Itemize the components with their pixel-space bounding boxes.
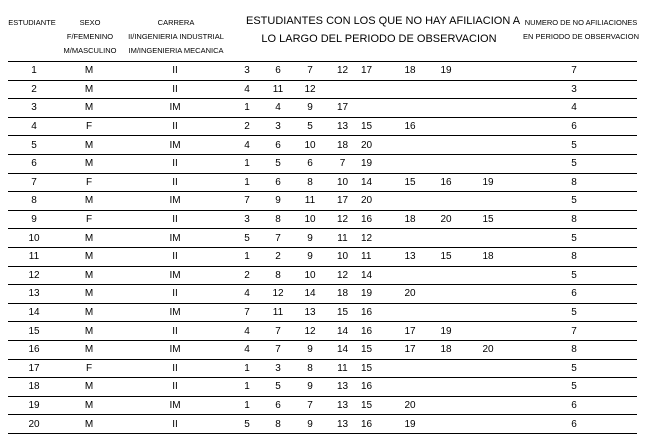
header-observation bbox=[246, 12, 521, 48]
cell-observation bbox=[465, 378, 511, 397]
cell-observation: 19 bbox=[427, 62, 465, 81]
cell-carrera: IM bbox=[118, 266, 232, 285]
cell-observation: 1 bbox=[232, 154, 262, 173]
cell-observation bbox=[465, 266, 511, 285]
cell-observation: 7 bbox=[294, 396, 326, 415]
cell-carrera: IM bbox=[118, 229, 232, 248]
cell-observation: 1 bbox=[232, 247, 262, 266]
cell-carrera: IM bbox=[118, 340, 232, 359]
cell-observation: 15 bbox=[359, 340, 393, 359]
cell-observation: 8 bbox=[262, 415, 294, 434]
cell-count: 5 bbox=[511, 359, 637, 378]
cell-estudiante: 13 bbox=[8, 285, 60, 304]
cell-carrera: II bbox=[118, 322, 232, 341]
cell-count: 5 bbox=[511, 229, 637, 248]
cell-observation: 10 bbox=[294, 136, 326, 155]
cell-observation bbox=[427, 378, 465, 397]
cell-carrera: IM bbox=[118, 136, 232, 155]
cell-sexo: M bbox=[60, 154, 118, 173]
cell-observation: 20 bbox=[359, 192, 393, 211]
cell-observation bbox=[427, 229, 465, 248]
cell-observation: 15 bbox=[326, 303, 359, 322]
cell-observation bbox=[465, 99, 511, 118]
cell-observation bbox=[465, 359, 511, 378]
cell-observation: 15 bbox=[465, 210, 511, 229]
cell-sexo: F bbox=[60, 173, 118, 192]
cell-observation: 1 bbox=[232, 99, 262, 118]
cell-observation: 17 bbox=[359, 62, 393, 81]
cell-observation bbox=[465, 322, 511, 341]
cell-observation bbox=[427, 266, 465, 285]
cell-count: 5 bbox=[511, 378, 637, 397]
cell-observation bbox=[465, 154, 511, 173]
header-observation-line-2: LO LARGO DEL PERIODO DE OBSERVACION bbox=[261, 33, 497, 45]
cell-observation: 8 bbox=[294, 173, 326, 192]
cell-observation: 11 bbox=[294, 192, 326, 211]
cell-observation: 14 bbox=[326, 322, 359, 341]
cell-sexo: M bbox=[60, 136, 118, 155]
cell-observation: 20 bbox=[465, 340, 511, 359]
header-carrera-line-1: CARRERA bbox=[157, 18, 195, 27]
cell-count: 7 bbox=[511, 62, 637, 81]
cell-observation: 1 bbox=[232, 173, 262, 192]
cell-observation: 16 bbox=[359, 210, 393, 229]
cell-observation bbox=[427, 359, 465, 378]
cell-observation bbox=[393, 80, 427, 99]
cell-observation: 17 bbox=[393, 340, 427, 359]
cell-sexo: M bbox=[60, 378, 118, 397]
cell-observation bbox=[465, 303, 511, 322]
cell-observation: 12 bbox=[326, 210, 359, 229]
cell-carrera: II bbox=[118, 415, 232, 434]
cell-observation: 9 bbox=[294, 340, 326, 359]
cell-estudiante: 3 bbox=[8, 99, 60, 118]
cell-carrera: II bbox=[118, 285, 232, 304]
cell-sexo: M bbox=[60, 62, 118, 81]
cell-observation: 15 bbox=[427, 247, 465, 266]
table-row bbox=[8, 99, 637, 118]
cell-observation bbox=[393, 136, 427, 155]
table-row bbox=[8, 396, 637, 415]
cell-count: 5 bbox=[511, 154, 637, 173]
cell-count: 7 bbox=[511, 322, 637, 341]
cell-observation: 12 bbox=[359, 229, 393, 248]
cell-count: 5 bbox=[511, 192, 637, 211]
cell-estudiante: 5 bbox=[8, 136, 60, 155]
cell-observation: 15 bbox=[393, 173, 427, 192]
cell-observation: 5 bbox=[262, 378, 294, 397]
cell-observation: 16 bbox=[359, 378, 393, 397]
cell-observation: 5 bbox=[262, 154, 294, 173]
cell-sexo: F bbox=[60, 117, 118, 136]
cell-observation: 9 bbox=[294, 229, 326, 248]
cell-observation: 8 bbox=[262, 210, 294, 229]
cell-observation: 13 bbox=[326, 378, 359, 397]
cell-observation: 18 bbox=[326, 285, 359, 304]
cell-observation: 14 bbox=[359, 266, 393, 285]
cell-carrera: II bbox=[118, 210, 232, 229]
cell-observation: 16 bbox=[359, 415, 393, 434]
cell-estudiante: 20 bbox=[8, 415, 60, 434]
header-count-line-1: NUMERO DE NO AFILIACIONES bbox=[524, 18, 638, 27]
table-row bbox=[8, 154, 637, 173]
cell-observation: 19 bbox=[359, 285, 393, 304]
cell-observation bbox=[427, 396, 465, 415]
cell-observation: 11 bbox=[326, 229, 359, 248]
cell-observation: 12 bbox=[326, 62, 359, 81]
table-row bbox=[8, 415, 637, 434]
table-row bbox=[8, 303, 637, 322]
cell-observation bbox=[393, 154, 427, 173]
header-sexo-line-1: SEXO bbox=[79, 18, 101, 27]
table-row bbox=[8, 340, 637, 359]
cell-observation: 4 bbox=[232, 285, 262, 304]
data-table bbox=[8, 61, 637, 434]
cell-observation: 6 bbox=[262, 136, 294, 155]
cell-observation: 7 bbox=[262, 322, 294, 341]
cell-observation: 16 bbox=[393, 117, 427, 136]
cell-observation: 12 bbox=[326, 266, 359, 285]
cell-observation: 16 bbox=[427, 173, 465, 192]
cell-observation: 12 bbox=[294, 80, 326, 99]
cell-observation bbox=[393, 266, 427, 285]
cell-observation: 19 bbox=[359, 154, 393, 173]
cell-observation: 3 bbox=[262, 117, 294, 136]
cell-carrera: II bbox=[118, 247, 232, 266]
cell-observation: 9 bbox=[294, 415, 326, 434]
cell-observation: 1 bbox=[232, 378, 262, 397]
header-carrera-line-3: IM/INGENIERIA MECANICA bbox=[128, 46, 224, 55]
cell-observation: 4 bbox=[232, 322, 262, 341]
cell-observation: 16 bbox=[359, 303, 393, 322]
cell-sexo: M bbox=[60, 303, 118, 322]
header-observation-line-1: ESTUDIANTES CON LOS QUE NO HAY AFILIACION A bbox=[246, 15, 521, 27]
cell-observation: 19 bbox=[427, 322, 465, 341]
cell-observation bbox=[465, 229, 511, 248]
cell-observation: 19 bbox=[393, 415, 427, 434]
cell-estudiante: 10 bbox=[8, 229, 60, 248]
cell-observation: 13 bbox=[326, 415, 359, 434]
cell-carrera: IM bbox=[118, 303, 232, 322]
cell-observation bbox=[359, 80, 393, 99]
table-row bbox=[8, 173, 637, 192]
cell-observation: 20 bbox=[427, 210, 465, 229]
cell-observation bbox=[393, 229, 427, 248]
cell-observation: 3 bbox=[262, 359, 294, 378]
cell-observation bbox=[427, 303, 465, 322]
cell-observation: 8 bbox=[262, 266, 294, 285]
cell-estudiante: 17 bbox=[8, 359, 60, 378]
table-row bbox=[8, 62, 637, 81]
cell-carrera: II bbox=[118, 378, 232, 397]
cell-observation: 7 bbox=[262, 229, 294, 248]
cell-observation: 14 bbox=[326, 340, 359, 359]
cell-estudiante: 19 bbox=[8, 396, 60, 415]
cell-sexo: F bbox=[60, 359, 118, 378]
cell-observation: 13 bbox=[326, 396, 359, 415]
cell-sexo: M bbox=[60, 266, 118, 285]
cell-observation bbox=[427, 99, 465, 118]
cell-observation: 12 bbox=[262, 285, 294, 304]
cell-observation: 4 bbox=[232, 136, 262, 155]
cell-observation bbox=[326, 80, 359, 99]
cell-count: 8 bbox=[511, 210, 637, 229]
cell-carrera: IM bbox=[118, 99, 232, 118]
cell-estudiante: 16 bbox=[8, 340, 60, 359]
cell-observation: 11 bbox=[262, 303, 294, 322]
cell-observation: 13 bbox=[393, 247, 427, 266]
cell-observation: 15 bbox=[359, 359, 393, 378]
cell-carrera: IM bbox=[118, 396, 232, 415]
cell-observation: 20 bbox=[393, 285, 427, 304]
cell-observation bbox=[393, 192, 427, 211]
cell-observation bbox=[393, 359, 427, 378]
cell-observation: 2 bbox=[232, 266, 262, 285]
table-row bbox=[8, 80, 637, 99]
cell-estudiante: 15 bbox=[8, 322, 60, 341]
cell-observation: 20 bbox=[393, 396, 427, 415]
cell-observation: 15 bbox=[359, 396, 393, 415]
table-row bbox=[8, 229, 637, 248]
cell-observation: 9 bbox=[294, 247, 326, 266]
cell-observation: 10 bbox=[326, 173, 359, 192]
cell-observation bbox=[465, 80, 511, 99]
cell-observation: 6 bbox=[262, 62, 294, 81]
cell-count: 6 bbox=[511, 415, 637, 434]
cell-observation bbox=[427, 136, 465, 155]
cell-count: 5 bbox=[511, 266, 637, 285]
cell-observation: 7 bbox=[232, 303, 262, 322]
cell-observation bbox=[427, 192, 465, 211]
header-count-line-2: EN PERIODO DE OBSERVACION bbox=[523, 32, 639, 41]
cell-observation bbox=[465, 285, 511, 304]
cell-estudiante: 9 bbox=[8, 210, 60, 229]
cell-observation: 6 bbox=[262, 396, 294, 415]
cell-sexo: M bbox=[60, 229, 118, 248]
cell-observation: 6 bbox=[294, 154, 326, 173]
cell-count: 6 bbox=[511, 396, 637, 415]
cell-observation: 9 bbox=[262, 192, 294, 211]
cell-observation: 2 bbox=[232, 117, 262, 136]
cell-estudiante: 12 bbox=[8, 266, 60, 285]
cell-sexo: M bbox=[60, 340, 118, 359]
cell-sexo: M bbox=[60, 247, 118, 266]
cell-observation: 4 bbox=[262, 99, 294, 118]
cell-observation: 4 bbox=[232, 340, 262, 359]
cell-observation bbox=[393, 303, 427, 322]
header-sexo bbox=[58, 16, 122, 58]
cell-observation: 15 bbox=[359, 117, 393, 136]
cell-sexo: M bbox=[60, 415, 118, 434]
cell-observation: 9 bbox=[294, 378, 326, 397]
cell-observation: 18 bbox=[427, 340, 465, 359]
table-row bbox=[8, 117, 637, 136]
cell-count: 8 bbox=[511, 340, 637, 359]
header-sexo-line-2: F/FEMENINO bbox=[66, 32, 114, 41]
cell-carrera: IM bbox=[118, 192, 232, 211]
cell-observation bbox=[427, 285, 465, 304]
cell-observation: 3 bbox=[232, 210, 262, 229]
cell-observation: 13 bbox=[326, 117, 359, 136]
cell-count: 5 bbox=[511, 136, 637, 155]
header-sexo-line-3: M/MASCULINO bbox=[63, 46, 117, 55]
cell-observation: 18 bbox=[393, 210, 427, 229]
cell-observation: 7 bbox=[232, 192, 262, 211]
cell-observation: 18 bbox=[393, 62, 427, 81]
cell-observation: 10 bbox=[294, 210, 326, 229]
cell-observation: 18 bbox=[465, 247, 511, 266]
cell-observation: 5 bbox=[294, 117, 326, 136]
cell-observation: 16 bbox=[359, 322, 393, 341]
table-body bbox=[8, 62, 637, 434]
header-estudiante bbox=[4, 16, 60, 30]
cell-observation: 1 bbox=[232, 359, 262, 378]
table-row bbox=[8, 266, 637, 285]
cell-carrera: II bbox=[118, 117, 232, 136]
cell-count: 6 bbox=[511, 285, 637, 304]
cell-estudiante: 14 bbox=[8, 303, 60, 322]
cell-observation: 11 bbox=[359, 247, 393, 266]
cell-observation bbox=[465, 396, 511, 415]
header-estudiante-label: ESTUDIANTE bbox=[8, 18, 56, 27]
cell-observation: 10 bbox=[326, 247, 359, 266]
cell-observation: 8 bbox=[294, 359, 326, 378]
cell-estudiante: 8 bbox=[8, 192, 60, 211]
cell-observation: 7 bbox=[262, 340, 294, 359]
cell-observation: 11 bbox=[262, 80, 294, 99]
cell-carrera: II bbox=[118, 154, 232, 173]
cell-observation: 11 bbox=[326, 359, 359, 378]
cell-observation: 2 bbox=[262, 247, 294, 266]
cell-estudiante: 4 bbox=[8, 117, 60, 136]
table-row bbox=[8, 285, 637, 304]
cell-observation bbox=[427, 154, 465, 173]
cell-observation bbox=[465, 415, 511, 434]
cell-sexo: M bbox=[60, 396, 118, 415]
cell-observation bbox=[359, 99, 393, 118]
cell-carrera: II bbox=[118, 62, 232, 81]
cell-count: 8 bbox=[511, 247, 637, 266]
cell-estudiante: 6 bbox=[8, 154, 60, 173]
cell-count: 8 bbox=[511, 173, 637, 192]
cell-observation: 1 bbox=[232, 396, 262, 415]
cell-observation bbox=[465, 136, 511, 155]
cell-observation bbox=[427, 117, 465, 136]
cell-sexo: M bbox=[60, 99, 118, 118]
cell-observation: 14 bbox=[359, 173, 393, 192]
cell-observation: 13 bbox=[294, 303, 326, 322]
cell-observation: 7 bbox=[326, 154, 359, 173]
cell-observation: 10 bbox=[294, 266, 326, 285]
cell-sexo: M bbox=[60, 80, 118, 99]
table-row bbox=[8, 136, 637, 155]
table-row bbox=[8, 359, 637, 378]
cell-sexo: F bbox=[60, 210, 118, 229]
cell-observation: 17 bbox=[326, 192, 359, 211]
cell-observation: 17 bbox=[326, 99, 359, 118]
cell-estudiante: 2 bbox=[8, 80, 60, 99]
table-row bbox=[8, 210, 637, 229]
cell-count: 5 bbox=[511, 303, 637, 322]
header-count bbox=[522, 16, 640, 44]
cell-count: 4 bbox=[511, 99, 637, 118]
table-row bbox=[8, 192, 637, 211]
cell-observation: 6 bbox=[262, 173, 294, 192]
cell-observation: 7 bbox=[294, 62, 326, 81]
cell-sexo: M bbox=[60, 192, 118, 211]
cell-estudiante: 11 bbox=[8, 247, 60, 266]
table-row bbox=[8, 322, 637, 341]
cell-observation: 4 bbox=[232, 80, 262, 99]
cell-sexo: M bbox=[60, 322, 118, 341]
cell-sexo: M bbox=[60, 285, 118, 304]
cell-count: 6 bbox=[511, 117, 637, 136]
cell-observation bbox=[393, 378, 427, 397]
cell-observation bbox=[465, 62, 511, 81]
cell-observation: 18 bbox=[326, 136, 359, 155]
cell-carrera: II bbox=[118, 173, 232, 192]
cell-observation: 5 bbox=[232, 415, 262, 434]
cell-observation: 5 bbox=[232, 229, 262, 248]
header-carrera bbox=[122, 16, 230, 58]
cell-observation: 17 bbox=[393, 322, 427, 341]
cell-observation: 9 bbox=[294, 99, 326, 118]
cell-estudiante: 18 bbox=[8, 378, 60, 397]
cell-observation: 3 bbox=[232, 62, 262, 81]
cell-count: 3 bbox=[511, 80, 637, 99]
cell-observation bbox=[393, 99, 427, 118]
cell-carrera: II bbox=[118, 80, 232, 99]
cell-estudiante: 1 bbox=[8, 62, 60, 81]
table-row bbox=[8, 247, 637, 266]
cell-observation: 14 bbox=[294, 285, 326, 304]
cell-observation: 12 bbox=[294, 322, 326, 341]
cell-carrera: II bbox=[118, 359, 232, 378]
cell-observation bbox=[427, 80, 465, 99]
cell-observation bbox=[465, 192, 511, 211]
header-carrera-line-2: II/INGENIERIA INDUSTRIAL bbox=[128, 32, 224, 41]
table-row bbox=[8, 378, 637, 397]
cell-observation: 20 bbox=[359, 136, 393, 155]
cell-estudiante: 7 bbox=[8, 173, 60, 192]
cell-observation bbox=[465, 117, 511, 136]
cell-observation: 19 bbox=[465, 173, 511, 192]
cell-observation bbox=[427, 415, 465, 434]
